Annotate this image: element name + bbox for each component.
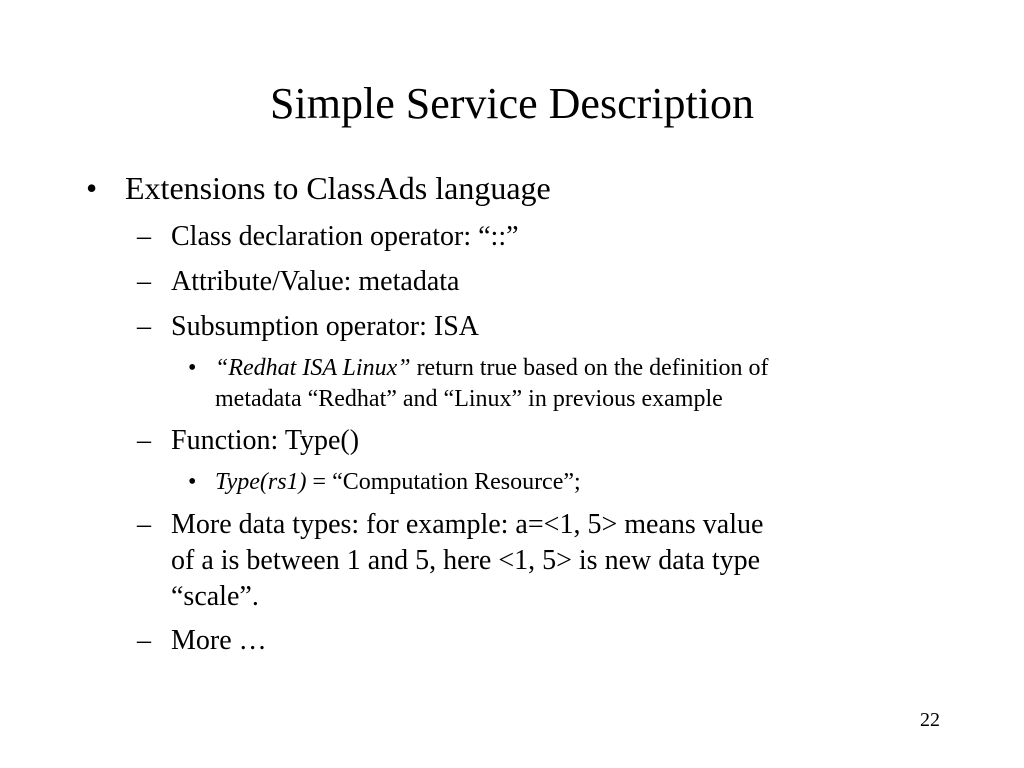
- dash-marker: –: [137, 509, 151, 540]
- bullet-text: Extensions to ClassAds language: [125, 170, 551, 206]
- subsubbullet-text: [215, 353, 768, 383]
- subbullet-text: More data types: for example: a=<1, 5> means value: [171, 509, 764, 540]
- text-rest: return true based on the definition of: [410, 355, 769, 381]
- subbullet-text: More …: [171, 625, 267, 656]
- subbullet-text: Function: Type(): [171, 425, 360, 456]
- dash-marker: –: [137, 311, 151, 342]
- subbullet-text: of a is between 1 and 5, here <1, 5> is new data type: [171, 545, 761, 576]
- italic-phrase: Type(rs1): [215, 469, 307, 495]
- subbullet-text: “scale”.: [171, 581, 259, 612]
- subbullet-text: Class declaration operator: “::”: [171, 221, 519, 252]
- page-number: 22: [920, 709, 940, 731]
- subbullet-text: Attribute/Value: metadata: [171, 266, 460, 297]
- subsubbullet-text: metadata “Redhat” and “Linux” in previous example: [215, 386, 723, 412]
- dot-marker: •: [188, 355, 197, 381]
- dash-marker: –: [137, 266, 151, 297]
- dot-marker: •: [188, 469, 197, 495]
- dash-marker: –: [137, 425, 151, 456]
- subsubbullet-text: [215, 467, 581, 497]
- subbullet-text: Subsumption operator: ISA: [171, 311, 479, 342]
- dash-marker: –: [137, 625, 151, 656]
- italic-phrase: “Redhat ISA Linux”: [215, 355, 411, 381]
- slide-title: Simple Service Description: [270, 79, 754, 128]
- bullet-marker: •: [86, 170, 98, 206]
- text-rest: = “Computation Resource”;: [306, 469, 581, 495]
- dash-marker: –: [137, 221, 151, 252]
